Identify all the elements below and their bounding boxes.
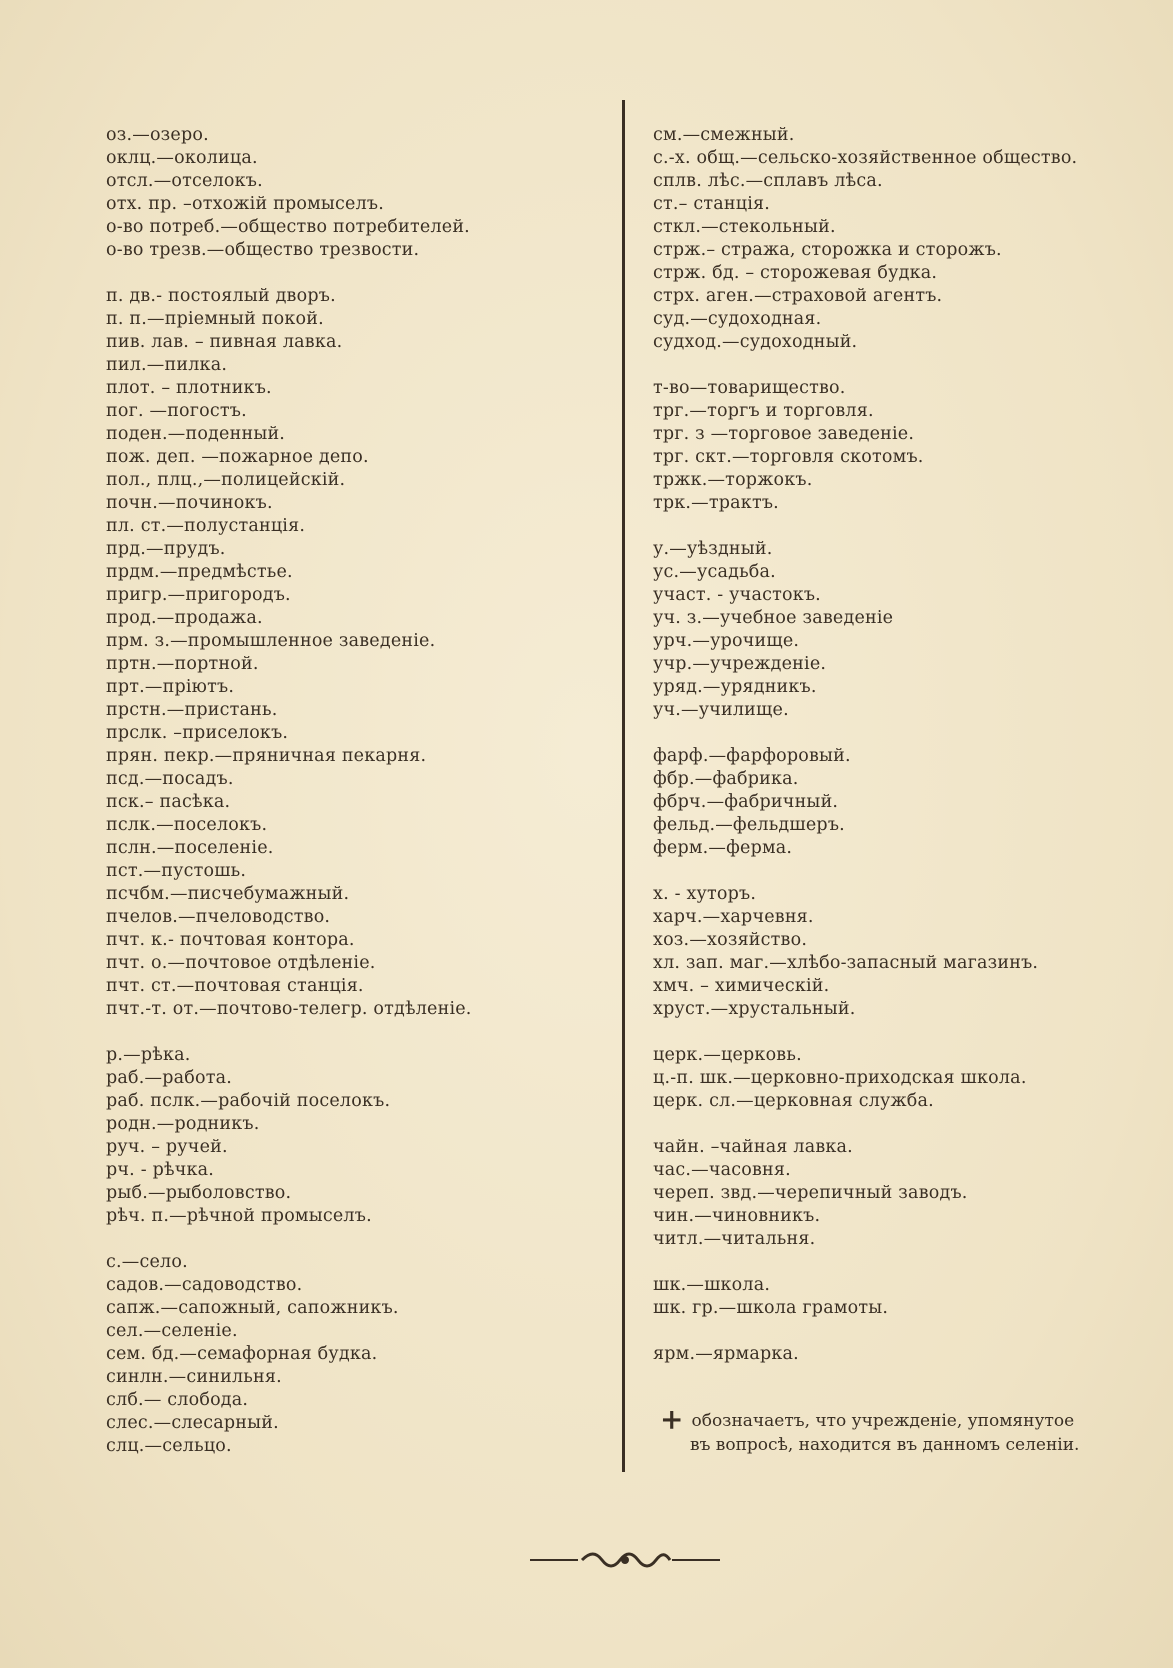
abbreviation-entry: см.—смежный. bbox=[653, 125, 795, 145]
abbreviation-entry: прстн.—пристань. bbox=[106, 700, 278, 720]
abbreviation-entry: прдм.—предмѣстье. bbox=[106, 562, 293, 582]
abbreviation-entry: трг.—торгъ и торговля. bbox=[653, 401, 874, 421]
abbreviation-entry: хл. зап. маг.—хлѣбо-запасный магазинъ. bbox=[653, 953, 1039, 973]
abbreviation-entry: ферм.—ферма. bbox=[653, 838, 793, 858]
abbreviation-entry: чин.—чиновникъ. bbox=[653, 1206, 821, 1226]
left-group bbox=[106, 1044, 606, 1228]
left-group bbox=[106, 285, 606, 1021]
abbreviation-entry: пск.– пасѣка. bbox=[106, 792, 231, 812]
abbreviation-entry: отх. пр. –отхожій промыселъ. bbox=[106, 194, 385, 214]
abbreviation-entry: прм. з.—промышленное заведеніе. bbox=[106, 631, 436, 651]
abbreviation-entry: слц.—сельцо. bbox=[106, 1436, 232, 1456]
abbreviation-entry: рыб.—рыболовство. bbox=[106, 1183, 292, 1203]
right-group bbox=[653, 377, 1153, 515]
abbreviation-entry: учр.—учрежденіе. bbox=[653, 654, 827, 674]
abbreviation-entry: сем. бд.—семафорная будка. bbox=[106, 1344, 378, 1364]
abbreviation-entry: уч.—училище. bbox=[653, 700, 789, 720]
abbreviation-entry: пож. деп. —пожарное депо. bbox=[106, 447, 369, 467]
abbreviation-entry: почн.—починокъ. bbox=[106, 493, 273, 513]
abbreviation-entry: отсл.—отселокъ. bbox=[106, 171, 263, 191]
abbreviation-entry: хоз.—хозяйство. bbox=[653, 930, 808, 950]
abbreviation-entry: р.—рѣка. bbox=[106, 1045, 191, 1065]
abbreviation-entry: фбрч.—фабричный. bbox=[653, 792, 839, 812]
left-column bbox=[106, 124, 606, 1481]
abbreviation-entry: урч.—урочище. bbox=[653, 631, 800, 651]
abbreviation-entry: фельд.—фельдшеръ. bbox=[653, 815, 845, 835]
abbreviation-entry: череп. звд.—черепичный заводъ. bbox=[653, 1183, 968, 1203]
abbreviation-entry: ярм.—ярмарка. bbox=[653, 1344, 799, 1364]
abbreviation-entry: фарф.—фарфоровый. bbox=[653, 746, 851, 766]
abbreviation-entry: п. дв.- постоялый дворъ. bbox=[106, 286, 336, 306]
abbreviation-entry: псчбм.—писчебумажный. bbox=[106, 884, 350, 904]
abbreviation-entry: пслк.—поселокъ. bbox=[106, 815, 268, 835]
abbreviation-entry: пол., плц.,—полицейскій. bbox=[106, 470, 346, 490]
abbreviation-entry: трк.—трактъ. bbox=[653, 493, 779, 513]
right-group bbox=[653, 1044, 1153, 1113]
right-column bbox=[653, 124, 1153, 1389]
abbreviation-entry: прян. пекр.—пряничная пекарня. bbox=[106, 746, 427, 766]
abbreviation-entry: пог. —погостъ. bbox=[106, 401, 247, 421]
right-group bbox=[653, 1136, 1153, 1251]
abbreviation-entry: трг. з —торговое заведеніе. bbox=[653, 424, 915, 444]
footnote-line-2: въ вопросѣ, находится въ данномъ селеніи. bbox=[690, 1435, 1080, 1455]
abbreviation-entry: пил.—пилка. bbox=[106, 355, 228, 375]
abbreviation-entry: пчт. к.- почтовая контора. bbox=[106, 930, 355, 950]
abbreviation-entry: час.—часовня. bbox=[653, 1160, 791, 1180]
abbreviation-entry: стрж.– стража, сторожка и сторожъ. bbox=[653, 240, 1002, 260]
abbreviation-entry: церк. сл.—церковная служба. bbox=[653, 1091, 934, 1111]
abbreviation-entry: хруст.—хрустальный. bbox=[653, 999, 856, 1019]
abbreviation-entry: пчт.-т. от.—почтово-телегр. отдѣленіе. bbox=[106, 999, 472, 1019]
abbreviation-entry: рѣч. п.—рѣчной промыселъ. bbox=[106, 1206, 372, 1226]
right-group bbox=[653, 1343, 1153, 1366]
abbreviation-entry: читл.—читальня. bbox=[653, 1229, 816, 1249]
abbreviation-entry: синлн.—синильня. bbox=[106, 1367, 282, 1387]
abbreviation-entry: сапж.—сапожный, сапожникъ. bbox=[106, 1298, 399, 1318]
abbreviation-entry: прслк. –приселокъ. bbox=[106, 723, 289, 743]
abbreviation-entry: трг. скт.—торговля скотомъ. bbox=[653, 447, 924, 467]
abbreviation-entry: чайн. –чайная лавка. bbox=[653, 1137, 853, 1157]
footnote bbox=[660, 1403, 1150, 1457]
abbreviation-entry: участ. - участокъ. bbox=[653, 585, 821, 605]
abbreviation-entry: раб. пслк.—рабочій поселокъ. bbox=[106, 1091, 391, 1111]
abbreviation-entry: слес.—слесарный. bbox=[106, 1413, 279, 1433]
abbreviation-entry: пив. лав. – пивная лавка. bbox=[106, 332, 343, 352]
left-group bbox=[106, 1251, 606, 1458]
footnote-line-1: обозначаетъ, что учрежденіе, упомянутое bbox=[691, 1411, 1075, 1431]
abbreviation-entry: псд.—посадъ. bbox=[106, 769, 234, 789]
abbreviation-entry: уряд.—урядникъ. bbox=[653, 677, 817, 697]
abbreviation-entry: раб.—работа. bbox=[106, 1068, 233, 1088]
abbreviation-entry: тржк.—торжокъ. bbox=[653, 470, 813, 490]
abbreviation-entry: рч. - рѣчка. bbox=[106, 1160, 215, 1180]
abbreviation-entry: пртн.—портной. bbox=[106, 654, 259, 674]
ornament-divider-icon bbox=[530, 1548, 720, 1572]
abbreviation-entry: шк.—школа. bbox=[653, 1275, 771, 1295]
abbreviation-entry: сткл.—стекольный. bbox=[653, 217, 836, 237]
right-group bbox=[653, 538, 1153, 722]
right-group bbox=[653, 745, 1153, 860]
abbreviation-entry: руч. – ручей. bbox=[106, 1137, 228, 1157]
abbreviation-entry: с.-х. общ.—сельско-хозяйственное общество. bbox=[653, 148, 1078, 168]
abbreviation-entry: родн.—родникъ. bbox=[106, 1114, 260, 1134]
abbreviation-entry: слб.— слобода. bbox=[106, 1390, 249, 1410]
abbreviation-entry: у.—уѣздный. bbox=[653, 539, 773, 559]
abbreviation-entry: фбр.—фабрика. bbox=[653, 769, 799, 789]
abbreviation-entry: оз.—озеро. bbox=[106, 125, 209, 145]
abbreviation-entry: судход.—судоходный. bbox=[653, 332, 858, 352]
abbreviation-entry: о-во трезв.—общество трезвости. bbox=[106, 240, 420, 260]
abbreviation-entry: прод.—продажа. bbox=[106, 608, 263, 628]
right-group bbox=[653, 883, 1153, 1021]
abbreviation-entry: пл. ст.—полустанція. bbox=[106, 516, 306, 536]
abbreviation-entry: пчелов.—пчеловодство. bbox=[106, 907, 331, 927]
abbreviation-entry: уч. з.—учебное заведеніе bbox=[653, 608, 894, 628]
abbreviation-entry: пчт. о.—почтовое отдѣленіе. bbox=[106, 953, 376, 973]
abbreviation-entry: плот. – плотникъ. bbox=[106, 378, 272, 398]
abbreviation-entry: садов.—садоводство. bbox=[106, 1275, 303, 1295]
abbreviation-entry: прт.—пріютъ. bbox=[106, 677, 235, 697]
abbreviation-entry: пст.—пустошь. bbox=[106, 861, 247, 881]
abbreviation-entry: ст.– станція. bbox=[653, 194, 770, 214]
abbreviation-entry: харч.—харчевня. bbox=[653, 907, 814, 927]
abbreviation-entry: поден.—поденный. bbox=[106, 424, 286, 444]
abbreviation-entry: ус.—усадьба. bbox=[653, 562, 776, 582]
abbreviation-entry: суд.—судоходная. bbox=[653, 309, 822, 329]
abbreviation-entry: церк.—церковь. bbox=[653, 1045, 802, 1065]
abbreviation-entry: сплв. лѣс.—сплавъ лѣса. bbox=[653, 171, 883, 191]
cross-symbol-icon: + bbox=[660, 1403, 684, 1436]
abbreviation-entry: сел.—селеніе. bbox=[106, 1321, 238, 1341]
abbreviation-entry: с.—село. bbox=[106, 1252, 188, 1272]
right-group bbox=[653, 124, 1153, 354]
abbreviation-entry: ц.-п. шк.—церковно-приходская школа. bbox=[653, 1068, 1027, 1088]
abbreviation-entry: п. п.—пріемный покой. bbox=[106, 309, 324, 329]
abbreviation-entry: стрж. бд. – сторожевая будка. bbox=[653, 263, 938, 283]
abbreviation-entry: прд.—прудъ. bbox=[106, 539, 226, 559]
abbreviation-entry: пригр.—пригородъ. bbox=[106, 585, 291, 605]
column-divider bbox=[622, 100, 625, 1472]
abbreviation-entry: пслн.—поселеніе. bbox=[106, 838, 274, 858]
left-group bbox=[106, 124, 606, 262]
abbreviation-entry: шк. гр.—школа грамоты. bbox=[653, 1298, 889, 1318]
abbreviation-entry: хмч. – химическій. bbox=[653, 976, 830, 996]
right-group bbox=[653, 1274, 1153, 1320]
abbreviation-entry: т-во—товарищество. bbox=[653, 378, 846, 398]
abbreviation-entry: оклц.—околица. bbox=[106, 148, 258, 168]
abbreviation-entry: пчт. ст.—почтовая станція. bbox=[106, 976, 364, 996]
abbreviation-entry: стрх. аген.—страховой агентъ. bbox=[653, 286, 943, 306]
abbreviation-entry: х. - хуторъ. bbox=[653, 884, 757, 904]
abbreviation-entry: о-во потреб.—общество потребителей. bbox=[106, 217, 470, 237]
